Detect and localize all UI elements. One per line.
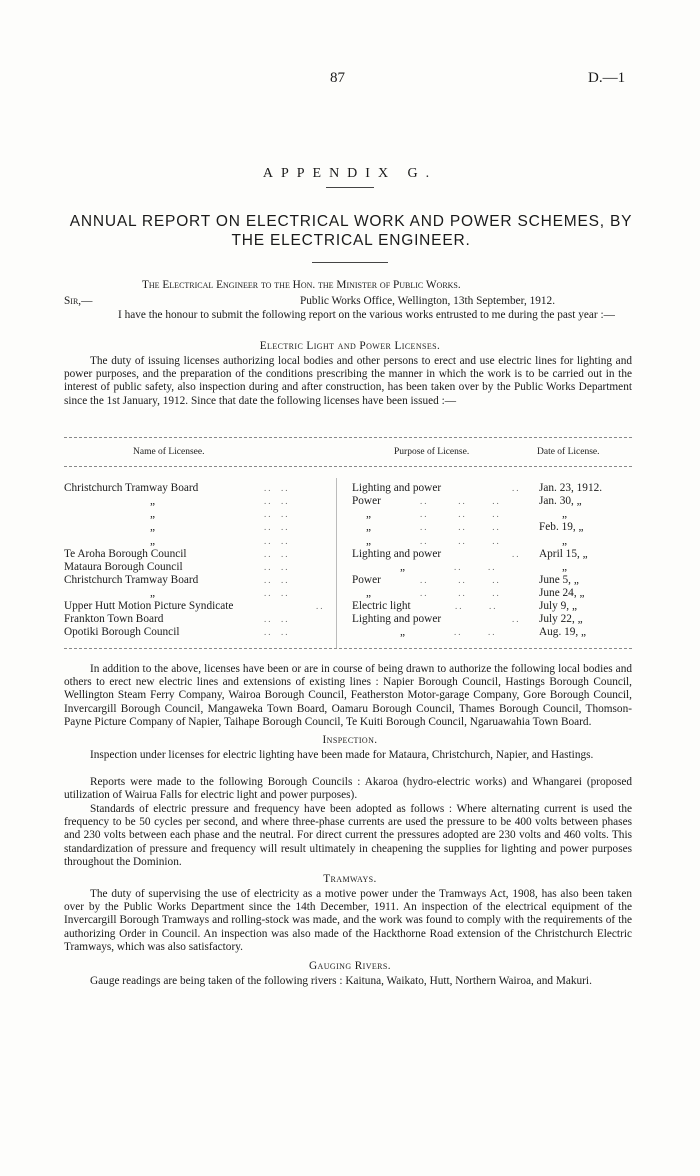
leader-dots: .. .. .. [420,575,501,585]
leader-dots: .. .. .. [420,496,501,506]
intro-paragraph: I have the honour to submit the following report on the various works entrusted to me during the past year :— [118,309,615,321]
cell-date: Jan. 23, 1912. [539,482,603,494]
divider-short [326,187,374,188]
table-bottom-rule [64,648,632,649]
leader-dots: .. [512,614,521,624]
leader-dots: .. .. [264,536,290,546]
divider-title [312,262,388,263]
cell-licensee: Opotiki Borough Council [64,626,180,638]
cell-date: June 24, „ [539,587,585,599]
licenses-intro-paragraph: The duty of issuing licenses authorizing local bodies and other persons to erect and use electric lines for lighting and power purposes, and the preparation of the conditions prescribing the manner in which the work is to be carried out in the interest of public safety, also inspection during and after construction, has been taken over by the Public Works Department since the 1st January, 1912. Since that date the following licenses have been issued :— [64,355,632,407]
cell-purpose: „ [400,561,406,573]
cell-purpose: Lighting and power [352,548,442,560]
cell-purpose: Power [352,574,381,586]
cell-purpose: Lighting and power [352,482,442,494]
cell-date: „ [562,561,568,573]
cell-date: June 5, „ [539,574,579,586]
column-header-date: Date of License. [537,447,600,457]
cell-licensee: Christchurch Tramway Board [64,482,199,494]
salutation: Sir,— [64,295,93,307]
inspection-paragraph-2: Reports were made to the following Borough Councils : Akaroa (hydro-electric works) and Whangarei (proposed utilization of Wairua Falls for electric light and power purposes). [64,776,632,802]
leader-dots: .. .. [264,522,290,532]
tramways-paragraph: The duty of supervising the use of electricity as a motive power under the Tramways Act, 1908, has also been taken over by the Public Works Department since the 14th December, 1911. An inspection of the electrical equipment of the Invercargill Borough Tramways and rolling-stock was made, and the work was found to comply with the requirements of the authorizing Order in Council. An inspection was also made of the Hackthorne Road extension of the Christchurch Electric Tramways, which was also satisfactory. [64,888,632,953]
leader-dots: .. [512,483,521,493]
table-header-rule [64,466,632,467]
cell-date: Jan. 30, „ [539,495,582,507]
address-line: The Electrical Engineer to the Hon. the Minister of Public Works. [142,279,461,291]
cell-licensee: Te Aroha Borough Council [64,548,187,560]
document-code: D.—1 [588,70,626,86]
report-title: ANNUAL REPORT ON ELECTRICAL WORK AND POWER SCHEMES, BY THE ELECTRICAL ENGINEER. [69,213,633,249]
leader-dots: .. .. [264,509,290,519]
cell-purpose: „ [366,535,372,547]
cell-licensee: „ [150,508,156,520]
leader-dots: .. .. [264,562,290,572]
leader-dots: .. .. .. [420,509,501,519]
inspection-heading: Inspection. [322,734,378,746]
table-column-divider [336,478,337,648]
cell-purpose: „ [400,626,406,638]
table-top-rule [64,437,632,438]
cell-date: Aug. 19, „ [539,626,587,638]
cell-purpose: Electric light [352,600,411,612]
leader-dots: .. .. .. [420,522,501,532]
office-date: Public Works Office, Wellington, 13th September, 1912. [300,295,556,307]
tramways-heading: Tramways. [323,873,377,885]
cell-licensee: Upper Hutt Motion Picture Syndicate [64,600,234,612]
leader-dots: .. .. [420,627,497,637]
gauging-paragraph: Gauge readings are being taken of the following rivers : Kaituna, Waikato, Hutt, Northern Wairoa, and Makuri. [90,975,592,987]
appendix-title: APPENDIX G. [262,166,438,181]
cell-purpose: Power [352,495,381,507]
cell-date: Feb. 19, „ [539,521,584,533]
cell-licensee: „ [150,587,156,599]
cell-purpose: Lighting and power [352,613,442,625]
leader-dots: .. [512,549,521,559]
leader-dots: .. .. [264,588,290,598]
leader-dots: .. .. [420,562,497,572]
leader-dots: .. .. [264,575,290,585]
licenses-after-paragraph: In addition to the above, licenses have been or are in course of being drawn to authorize the following local bodies and others to erect new electric lines and extensions of existing lines : Napier Borough Council, Hastings Borough Council, Wellington Steam Ferry Company, Wairoa Borough Council, Featherston Motor-garage Company, Gore Borough Council, Invercargill Borough Council, Mangaweka Town Board, Oamaru Borough Council, Thames Borough Council, Thomson-Payne Picture Company of Napier, Taihape Borough Council, Te Kuiti Borough Council, Ngaruawahia Town Board. [64,663,632,728]
leader-dots: .. .. [264,614,290,624]
cell-licensee: Mataura Borough Council [64,561,183,573]
cell-purpose: „ [366,521,372,533]
leader-dots: .. .. .. [420,536,501,546]
cell-date: April 15, „ [539,548,588,560]
leader-dots: .. .. [455,601,498,611]
leader-dots: .. [316,601,325,611]
cell-date: July 22, „ [539,613,583,625]
cell-licensee: „ [150,535,156,547]
cell-purpose: „ [366,587,372,599]
cell-date: July 9, „ [539,600,577,612]
leader-dots: .. .. .. [420,588,501,598]
leader-dots: .. .. [264,627,290,637]
column-header-purpose: Purpose of License. [394,447,470,457]
cell-licensee: Frankton Town Board [64,613,164,625]
cell-licensee: „ [150,495,156,507]
gauging-heading: Gauging Rivers. [308,960,391,972]
cell-date: „ [562,535,568,547]
column-header-licensee: Name of Licensee. [133,447,205,457]
cell-licensee: Christchurch Tramway Board [64,574,199,586]
leader-dots: .. .. [264,483,290,493]
inspection-paragraph-3: Standards of electric pressure and frequency have been adopted as follows : Where alternating current is used the frequency to be 50 cycles per second, and where three-phase currents are used the pressure to be 400 volts between phases and 230 volts between each phase and the neutral. For direct current the pressures adopted are 230 volts and 460 volts. This standardization of pressure and frequency will result ultimately in cheapening the supplies for lighting and power purposes throughout the Dominion. [64,803,632,868]
licenses-heading: Electric Light and Power Licenses. [259,340,441,352]
leader-dots: .. .. [264,549,290,559]
page-number: 87 [330,70,345,86]
cell-date: „ [562,508,568,520]
cell-licensee: „ [150,521,156,533]
inspection-paragraph-1: Inspection under licenses for electric lighting have been made for Mataura, Christchurch, Napier, and Hastings. [90,749,594,761]
cell-purpose: „ [366,508,372,520]
leader-dots: .. .. [264,496,290,506]
